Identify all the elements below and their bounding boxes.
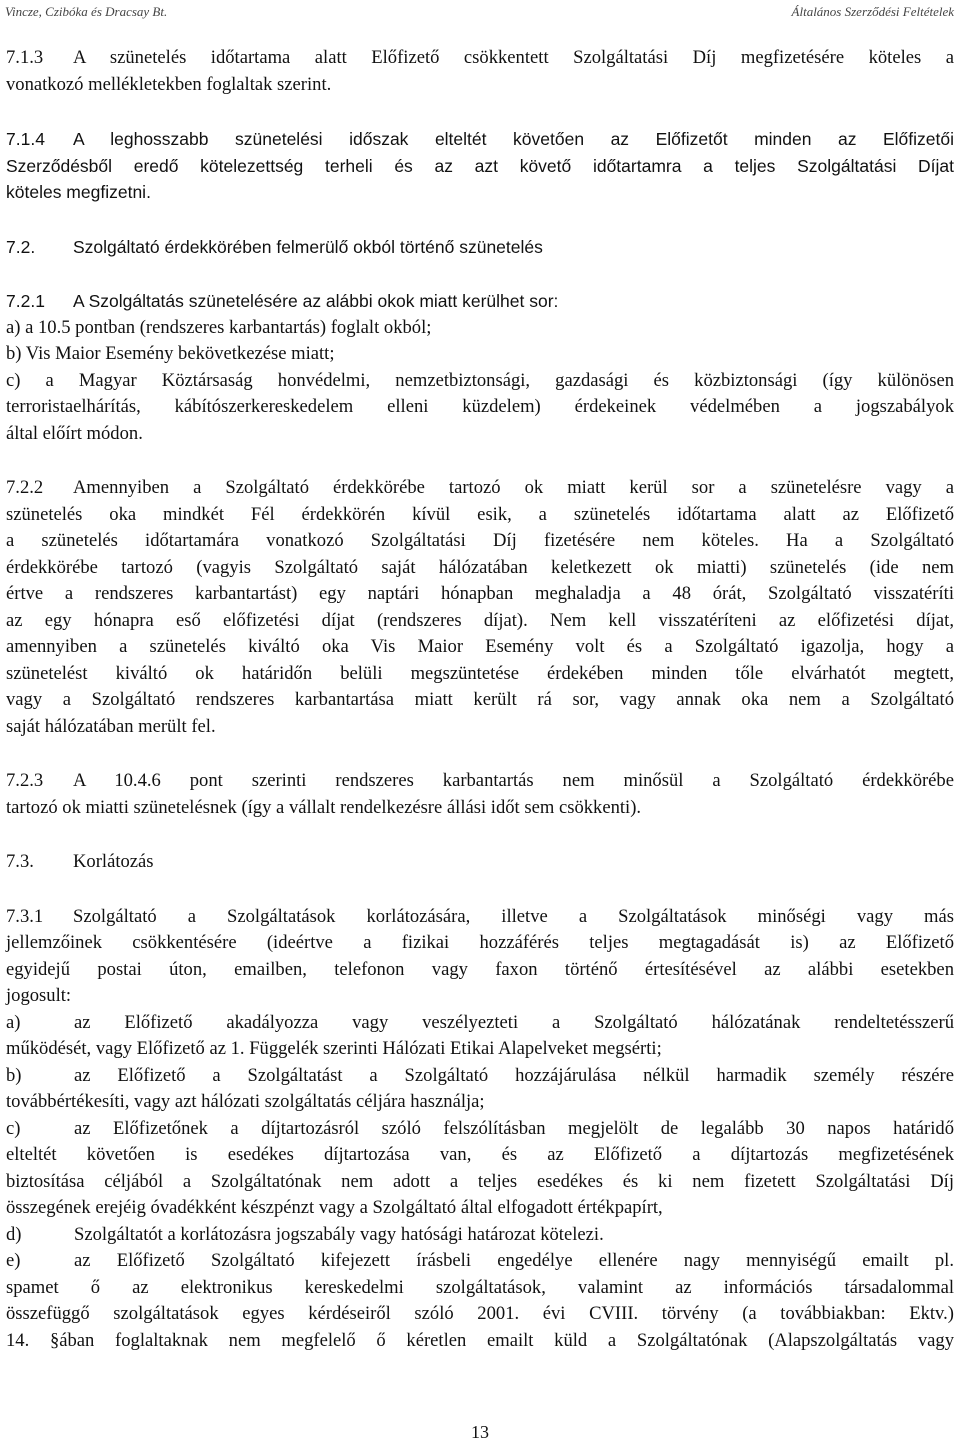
section-number: 7.1.3 — [6, 47, 44, 68]
text-line: 14. §ában foglaltaknak nem megfelelő ő kéretlen emailt küld a Szolgáltatónak (Alapszolgáltatás vagy — [6, 1329, 954, 1351]
section-number: 7.3. — [6, 851, 34, 872]
text-line — [6, 904, 954, 931]
line-text: A szünetelés időtartama alatt Előfizető csökkentett Szolgáltatási Díj megfizetésére köteles a — [73, 47, 954, 68]
text-line: szünetelés oka mindkét Fél érdekkörén kívül esik, a szünetelés időtartama alatt az Előfizető — [6, 503, 954, 525]
text-line: biztosítása céljából a Szolgáltatónak nem adott a teljes esedékes és ki nem fizetett Szolgáltatási Díj — [6, 1170, 954, 1192]
text-line: Szerződésből eredő kötelezettség terheli és az azt követő időtartamra a teljes Szolgáltatási Díjat — [6, 155, 954, 176]
list-item — [6, 1010, 954, 1037]
text-line — [6, 849, 954, 876]
text-line: jogosult: — [6, 985, 72, 1006]
text-line: saját hálózatában merült fel. — [6, 715, 216, 737]
list-item: c) a Magyar Köztársaság honvédelmi, nemzetbiztonsági, gazdasági és közbiztonsági (így különösen — [6, 369, 954, 391]
list-item — [6, 1116, 954, 1143]
section-number: 7.2. — [6, 236, 36, 257]
line-text: az Előfizető a Szolgáltatást a Szolgáltató hozzájárulása nélkül harmadik személy részére — [74, 1064, 954, 1086]
document-body — [6, 45, 954, 1354]
text-line: értve a rendszeres karbantartást) egy naptári hónapban meghaladja a 48 órát, Szolgáltató visszatéríti — [6, 583, 954, 604]
section-7-2-1 — [6, 288, 954, 447]
list-item — [6, 1222, 954, 1249]
line-text: A Szolgáltatás szünetelésére az alábbi okok miatt kerülhet sor: — [73, 291, 559, 311]
page-number: 13 — [471, 1422, 489, 1442]
list-item: b) Vis Maior Esemény bekövetkezése miatt; — [6, 343, 335, 364]
text-line: összefüggő szolgáltatások egyes kérdéseiről szóló 2001. évi CVIII. törvény (a továbbiakban: Ektv.) — [6, 1303, 954, 1324]
list-item — [6, 1063, 954, 1090]
line-text: A leghosszabb szünetelési időszak elteltét követően az Előfizetőt minden az Előfizetői — [73, 129, 954, 149]
text-line: terroristaelhárítás, kábítószerkereskedelem elleni küzdelem) érdekeinek védelmében a jogszabályok — [6, 396, 954, 417]
text-line: egyidejű postai úton, emailben, telefonon vagy faxon történő értesítésével az alábbi esetekben — [6, 958, 954, 980]
list-label: a) — [6, 1011, 21, 1033]
text-line: vagy a Szolgáltató rendszeres karbantartása miatt került rá sor, vagy annak oka nem a Szolgáltató — [6, 689, 954, 710]
line-text: A 10.4.6 pont szerinti rendszeres karbantartás nem minősül a Szolgáltató érdekkörébe — [73, 770, 954, 791]
line-text: az Előfizető Szolgáltató kifejezett írásbeli engedélye ellenére nagy mennyiségű emailt pl. — [74, 1250, 954, 1271]
section-number: 7.2.2 — [6, 477, 44, 498]
text-line: spamet ő az elektronikus kereskedelmi szolgáltatások, valamint az információs társadalommal — [6, 1276, 954, 1298]
section-7-2-2 — [6, 475, 954, 740]
text-line: továbbértékesíti, vagy azt hálózati szolgáltatás céljára használja; — [6, 1091, 485, 1112]
text-line — [6, 234, 954, 261]
header-left: Vincze, Czibóka és Dracsay Bt. — [5, 4, 168, 19]
section-7-1-3 — [6, 45, 954, 98]
section-title: Szolgáltató érdekkörében felmerülő okból történő szünetelés — [73, 236, 543, 257]
section-7-1-4 — [6, 126, 954, 206]
list-label: d) — [6, 1223, 22, 1245]
line-text: Amennyiben a Szolgáltató érdekkörébe tartozó ok miatt kerül sor a szünetelésre vagy a — [73, 477, 954, 498]
header-right: Általános Szerződési Feltételek — [791, 4, 954, 19]
text-line: működését, vagy Előfizető az 1. Függelék szerinti Hálózati Etikai Alapelveket megsérti; — [6, 1038, 662, 1059]
list-label: b) — [6, 1064, 22, 1086]
list-label: c) — [6, 1117, 21, 1139]
text-line: az egy hónapra eső előfizetési díjat (rendszeres díjat). Nem kell visszatéríteni az előfizetési díjat, — [6, 609, 954, 631]
line-text: Szolgáltatót a korlátozásra jogszabály vagy hatósági határozat kötelezi. — [74, 1223, 604, 1245]
section-number: 7.1.4 — [6, 129, 45, 149]
line-text: az Előfizetőnek a díjtartozásról szóló felszólításban megjelölt de legalább 30 napos határidő — [74, 1117, 954, 1139]
text-line — [6, 45, 954, 72]
section-7-3-1 — [6, 904, 954, 1355]
section-7-2-heading — [6, 234, 954, 261]
line-text: az Előfizető akadályozza vagy veszélyezteti a Szolgáltató hálózatának rendeltetésszerű — [74, 1011, 954, 1033]
section-title: Korlátozás — [73, 851, 154, 872]
text-line: szünetelést kiváltó ok határidőn belüli megszüntetése érdekében minden tőle elvárhatót megtett, — [6, 662, 954, 684]
text-line: a szünetelés időtartamára vonatkozó Szolgáltatási Díj fizetésére nem köteles. Ha a Szolgáltató — [6, 530, 954, 551]
line-text: Szolgáltató a Szolgáltatások korlátozására, illetve a Szolgáltatások minőségi vagy más — [73, 905, 954, 927]
section-number: 7.3.1 — [6, 905, 44, 927]
text-line — [6, 126, 954, 153]
section-7-2-3 — [6, 768, 954, 821]
text-line: köteles megfizetni. — [6, 182, 151, 202]
list-item: a) a 10.5 pontban (rendszeres karbantartás) foglalt okból; — [6, 316, 432, 338]
section-number: 7.2.3 — [6, 770, 44, 791]
text-line: amennyiben a szünetelés kiváltó oka Vis Maior Esemény volt és a Szolgáltató igazolja, hogy a — [6, 636, 954, 657]
text-line: érdekkörébe tartozó (vagyis Szolgáltató saját hálózatában keletkezett ok miatti) szünetelés (ide nem — [6, 556, 954, 578]
list-label: e) — [6, 1250, 21, 1271]
text-line — [6, 288, 954, 315]
text-line: összegének erejéig óvadékként készpénzt vagy a Szolgáltató által elfogadott értékpapírt, — [6, 1197, 663, 1218]
section-number: 7.2.1 — [6, 291, 45, 311]
text-line: jellemzőinek csökkentésére (ideértve a fizikai hozzáférés teljes megtagadását is) az Előfizető — [6, 932, 954, 953]
list-item — [6, 1248, 954, 1275]
text-line: elteltét követően is esedékes díjtartozása van, és az Előfizető a díjtartozás megfizetésének — [6, 1144, 954, 1165]
section-7-3-heading — [6, 849, 954, 876]
text-line: vonatkozó mellékletekben foglaltak szerint. — [6, 73, 332, 95]
text-line — [6, 475, 954, 502]
text-line: által előírt módon. — [6, 422, 143, 444]
text-line — [6, 768, 954, 795]
text-line: tartozó ok miatti szünetelésnek (így a vállalt rendelkezésre állási időt sem csökkenti). — [6, 796, 642, 818]
